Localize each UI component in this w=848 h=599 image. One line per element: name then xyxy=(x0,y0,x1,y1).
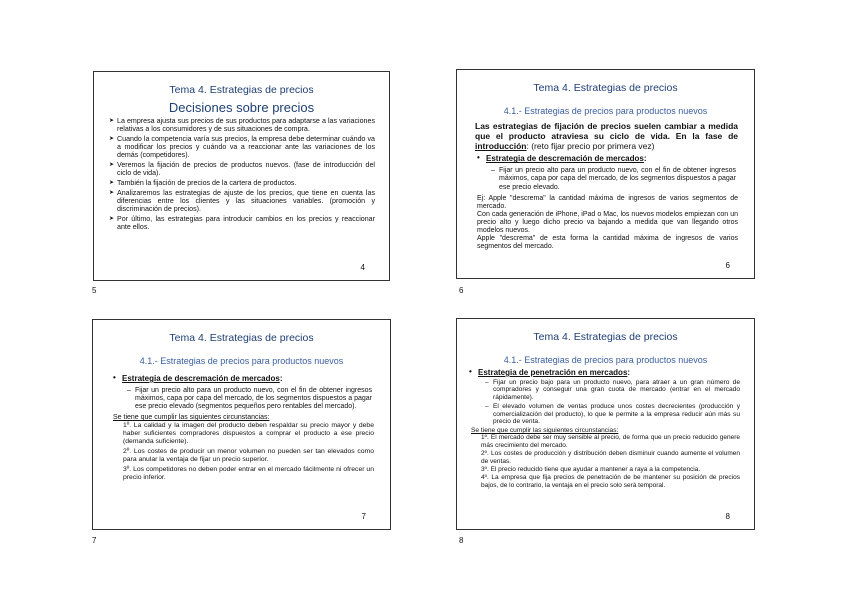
list-item: 3º. Los competidores no deben poder entrar en el mercado fácilmente ni ofrecer un precio inferior. xyxy=(123,466,374,482)
arrow-list xyxy=(110,117,375,231)
strategy-heading: • Estrategia de penetración en mercados: xyxy=(469,368,738,377)
lead-paragraph: Las estrategias de fijación de precios suelen cambiar a medida que el producto atraviesa su ciclo de vida. En la fase de introducción: (reto fijar precio por primera vez) xyxy=(475,121,738,151)
sheet-number: 5 xyxy=(92,286,97,295)
slide-title: Tema 4. Estrategias de precios xyxy=(533,82,678,94)
definition-item: – Fijar un precio bajo para un producto nuevo, para atraer a un gran número de compradores y conseguir una gran cuota de mercado (entrar en el mercado rápidamente). xyxy=(485,379,740,401)
sheet-number: 6 xyxy=(459,286,464,295)
conditions-list xyxy=(123,422,374,482)
slide-subtitle: 4.1.- Estrategias de precios para productos nuevos xyxy=(503,355,708,365)
list-item: 3º. El precio reducido tiene que ayudar a mantener a raya a la competencia. xyxy=(481,466,701,474)
example-text: Ej: Apple "descrema" la cantidad máxima de ingresos de varios segmentos de mercado. xyxy=(477,194,738,210)
list-item: ➤ También la fijación de precios de la cartera de productos. xyxy=(110,179,375,187)
slide-subtitle: Decisiones sobre precios xyxy=(168,100,315,115)
list-item: ➤ Cuando la competencia varía sus precios, la empresa debe determinar cuándo va a modificar los precios y cuándo va a reaccionar ante las variaciones de los demás (competidores). xyxy=(110,135,375,160)
definition-item: – Fijar un precio alto para un producto nuevo, con el fin de obtener ingresos máximos, capa por capa del mercado, de los segmentos dispuestos a pagar ese precio elevado (segmentos pequeños pero rentables del mercado). xyxy=(127,387,372,411)
list-item: 2º. Los costes de producir un menor volumen no pueden ser tan elevados como para anular la ventaja de fijar un precio superior. xyxy=(123,448,374,464)
list-item: 1º. La calidad y la imagen del producto deben respaldar su precio mayor y debe haber suficientes compradores dispuestos a comprar el producto a ese precio (demanda suficiente). xyxy=(123,422,374,446)
example-text: Apple "descrema" de esta forma la cantidad máxima de ingresos de varios segmentos del mercado. xyxy=(477,235,738,251)
definition-item: – El elevado volumen de ventas produce unos costes decrecientes (producción y comercialización del producto), lo que le permite a la empresa reducir aún más su precio de venta. xyxy=(485,403,740,425)
slide-7 xyxy=(92,319,391,530)
list-item: 4º. La empresa que fija precios de penetración de be mantener su posición de precios bajos, de lo contrario, la ventaja en el precio solo será temporal. xyxy=(481,474,740,489)
conditions-title: Se tiene que cumplir las siguientes circunstancias: xyxy=(471,427,619,435)
sheet-number: 7 xyxy=(92,536,97,545)
list-item: ➤ Veremos la fijación de precios de productos nuevos. (fase de introducción del ciclo de vida). xyxy=(110,161,375,177)
slide-subtitle: 4.1.- Estrategias de precios para productos nuevos xyxy=(503,106,708,116)
slide-subtitle: 4.1.- Estrategias de precios para productos nuevos xyxy=(139,356,344,366)
slide-title: Tema 4. Estrategias de precios xyxy=(169,332,314,344)
definition-item: – Fijar un precio alto para un producto nuevo, con el fin de obtener ingresos máximos, capa por capa del mercado, de los segmentos dispuestos a pagar ese precio elevado. xyxy=(491,167,736,191)
list-item: 1º. El mercado debe ser muy sensible al precio, de forma que un precio reducido genere más crecimiento del mercado. xyxy=(481,434,740,449)
slide-page-number: 6 xyxy=(725,261,730,270)
slide-page-number: 4 xyxy=(360,263,365,272)
list-item: ➤ Por último, las estrategias para introducir cambios en los precios y reaccionar ante ellos. xyxy=(110,215,375,231)
slide-page-number: 8 xyxy=(725,512,730,521)
slide-page-number: 7 xyxy=(361,512,366,521)
list-item: 2º. Los costes de producción y distribución deben disminuir cuando aumente el volumen de ventas. xyxy=(481,450,740,465)
conditions-title: Se tiene que cumplir las siguientes circunstancias: xyxy=(113,414,270,422)
strategy-heading: • Estrategia de descremación de mercados: xyxy=(113,374,374,383)
slide-title: Tema 4. Estrategias de precios xyxy=(169,84,314,96)
sheet-number: 8 xyxy=(459,536,464,545)
slide-8 xyxy=(456,318,755,530)
list-item: ➤ Analizaremos las estrategias de ajuste de los precios, que tiene en cuenta las diferencias entre los clientes y las situaciones variables. (promoción y discriminación de precios). xyxy=(110,189,375,214)
strategy-heading: • Estrategia de descremación de mercados: xyxy=(477,154,738,163)
example-text: Con cada generación de iPhone, iPad o Mac, los nuevos modelos empiezan con un precio alto y luego dicho precio va bajando a medida que van llegando otros modelos nuevos. xyxy=(477,210,738,235)
slide-6 xyxy=(456,69,755,279)
slide-title: Tema 4. Estrategias de precios xyxy=(533,331,678,343)
slide-4 xyxy=(93,71,390,281)
conditions-list xyxy=(481,434,740,489)
list-item: ➤ La empresa ajusta sus precios de sus productos para adaptarse a las variaciones relativas a los consumidores y de sus situaciones de compra. xyxy=(110,117,375,133)
